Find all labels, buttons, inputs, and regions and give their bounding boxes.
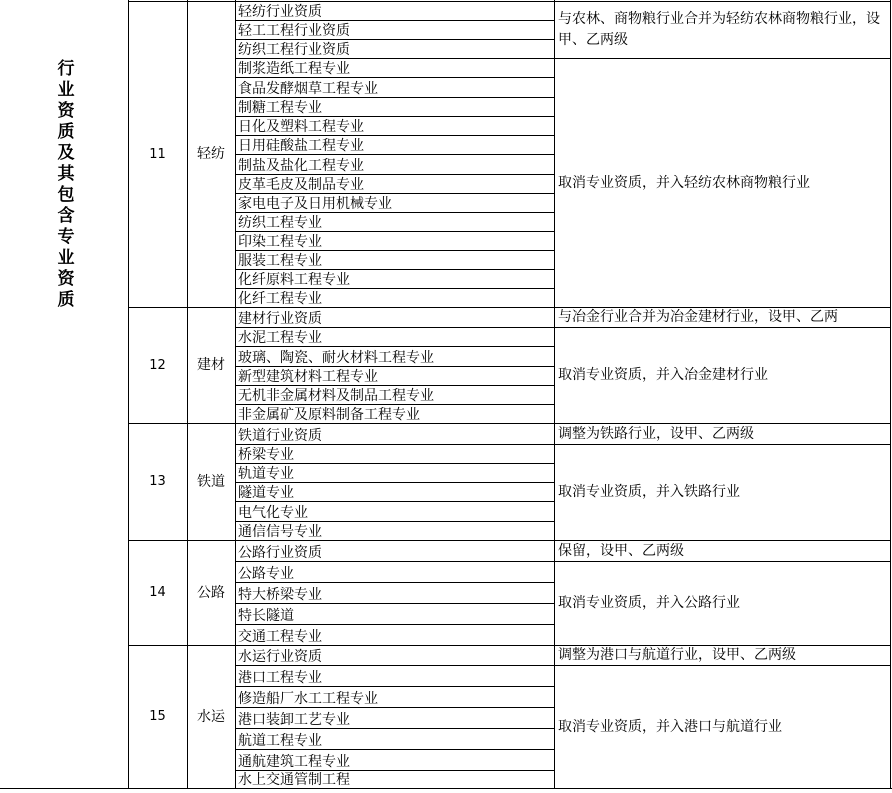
category-label: 行业资质及其包含专业资质	[53, 59, 74, 311]
industry-name: 铁道	[197, 473, 225, 490]
qualification-item: 港口工程专业	[238, 670, 322, 686]
qualification-item: 公路专业	[238, 566, 294, 582]
group-number: 11	[149, 146, 166, 162]
item-row-line	[235, 707, 554, 708]
industry-name: 建材	[197, 357, 225, 373]
qualification-item: 食品发酵烟草工程专业	[238, 81, 378, 97]
item-row-line	[235, 624, 554, 625]
item-row-line	[235, 603, 554, 604]
qualification-item: 日用硅酸盐工程专业	[238, 138, 364, 154]
reform-remark: 取消专业资质，并入冶金建材行业	[558, 367, 768, 383]
item-row-line	[235, 404, 554, 405]
reform-remark: 调整为港口与航道行业，设甲、乙两级	[558, 647, 796, 663]
group-number: 13	[149, 474, 166, 489]
item-row-line	[235, 193, 554, 194]
qualification-item: 水运行业资质	[238, 649, 322, 665]
qualification-item: 日化及塑料工程专业	[238, 119, 364, 135]
qualification-item: 新型建筑材料工程专业	[238, 369, 378, 385]
item-row-line	[235, 250, 554, 251]
remark-row-line	[554, 327, 890, 328]
qualification-item: 轻纺行业资质	[238, 4, 322, 20]
item-row-line	[235, 327, 554, 328]
qualification-item: 铁道行业资质	[238, 428, 322, 444]
item-row-line	[235, 463, 554, 464]
item-row-line	[235, 20, 554, 21]
table-bottom-rule	[0, 788, 892, 789]
qualification-item: 通航建筑工程专业	[238, 754, 350, 770]
reform-remark: 取消专业资质，并入公路行业	[558, 595, 740, 611]
group-number: 14	[149, 585, 166, 600]
qualification-item: 轻工工程行业资质	[238, 23, 350, 39]
item-row-line	[235, 135, 554, 136]
item-row-line	[235, 116, 554, 117]
item-row-line	[235, 212, 554, 213]
item-row-line	[235, 154, 554, 155]
item-row-line	[235, 501, 554, 502]
item-row-line	[235, 77, 554, 78]
qualification-item: 皮革毛皮及制品专业	[238, 177, 364, 193]
remark-row-line	[554, 58, 890, 59]
item-row-line	[235, 366, 554, 367]
qualification-item: 公路行业资质	[238, 545, 322, 561]
reform-remark: 取消专业资质，并入铁路行业	[558, 484, 740, 500]
reform-remark: 调整为铁路行业，设甲、乙两级	[558, 425, 754, 442]
item-row-line	[235, 749, 554, 750]
qualification-item: 特长隧道	[238, 608, 294, 624]
industry-name: 轻纺	[197, 146, 225, 162]
reform-remark: 与农林、商物粮行业合并为轻纺农林商物粮行业，设甲、乙两级	[558, 10, 880, 48]
industry-name: 水运	[197, 708, 225, 725]
qualification-item: 纺织工程行业资质	[238, 42, 350, 58]
item-row-line	[235, 174, 554, 175]
qualification-item: 桥梁专业	[238, 447, 294, 463]
qualification-item: 制糖工程专业	[238, 100, 322, 116]
table-right-border	[890, 0, 891, 788]
item-row-line	[235, 686, 554, 687]
item-row-line	[235, 582, 554, 583]
remark-row-line	[554, 561, 890, 562]
qualification-item: 特大桥梁专业	[238, 587, 322, 603]
item-row-line	[235, 288, 554, 289]
group-number: 15	[149, 709, 166, 724]
item-row-line	[235, 346, 554, 347]
qualification-item: 通信信号专业	[238, 524, 322, 540]
item-row-line	[235, 97, 554, 98]
reform-remark: 与冶金行业合并为冶金建材行业，设甲、乙两	[558, 309, 838, 325]
qualification-item: 交通工程专业	[238, 629, 322, 645]
item-row-line	[235, 231, 554, 232]
qualification-item: 纺织工程专业	[238, 215, 322, 231]
reform-remark: 取消专业资质，并入轻纺农林商物粮行业	[558, 174, 810, 191]
qualification-item: 无机非金属材料及制品工程专业	[238, 388, 434, 404]
reform-remark: 取消专业资质，并入港口与航道行业	[558, 718, 782, 735]
qualification-item: 航道工程专业	[238, 733, 322, 749]
item-row-line	[235, 482, 554, 483]
qualification-item: 电气化专业	[238, 505, 308, 521]
industry-name: 公路	[197, 584, 225, 601]
qualification-item: 化纤工程专业	[238, 291, 322, 307]
qualification-item: 制盐及盐化工程专业	[238, 158, 364, 174]
qualification-item: 印染工程专业	[238, 234, 322, 250]
item-row-line	[235, 58, 554, 59]
item-row-line	[235, 561, 554, 562]
qualification-item: 建材行业资质	[238, 311, 322, 327]
item-row-line	[235, 665, 554, 666]
item-row-line	[235, 444, 554, 445]
item-row-line	[235, 385, 554, 386]
remark-row-line	[554, 665, 890, 666]
qualification-item: 水上交通管制工程	[238, 772, 350, 788]
remark-row-line	[554, 444, 890, 445]
item-row-line	[235, 269, 554, 270]
qualification-item: 玻璃、陶瓷、耐火材料工程专业	[238, 350, 434, 366]
qualification-item: 制浆造纸工程专业	[238, 61, 350, 77]
item-row-line	[235, 521, 554, 522]
item-row-line	[235, 770, 554, 771]
qualification-item: 修造船厂水工工程专业	[238, 691, 378, 707]
qualification-item: 轨道专业	[238, 466, 294, 482]
item-row-line	[235, 728, 554, 729]
qualification-item: 隧道专业	[238, 485, 294, 501]
qualification-item: 化纤原料工程专业	[238, 272, 350, 288]
reform-remark: 保留，设甲、乙两级	[558, 542, 684, 559]
qualification-item: 服装工程专业	[238, 253, 322, 269]
item-row-line	[235, 39, 554, 40]
qualification-item: 家电电子及日用机械专业	[238, 196, 392, 212]
qualification-item: 非金属矿及原料制备工程专业	[238, 407, 420, 423]
group-number: 12	[149, 357, 166, 373]
qualification-item: 港口装卸工艺专业	[238, 712, 350, 728]
qualification-item: 水泥工程专业	[238, 330, 322, 346]
